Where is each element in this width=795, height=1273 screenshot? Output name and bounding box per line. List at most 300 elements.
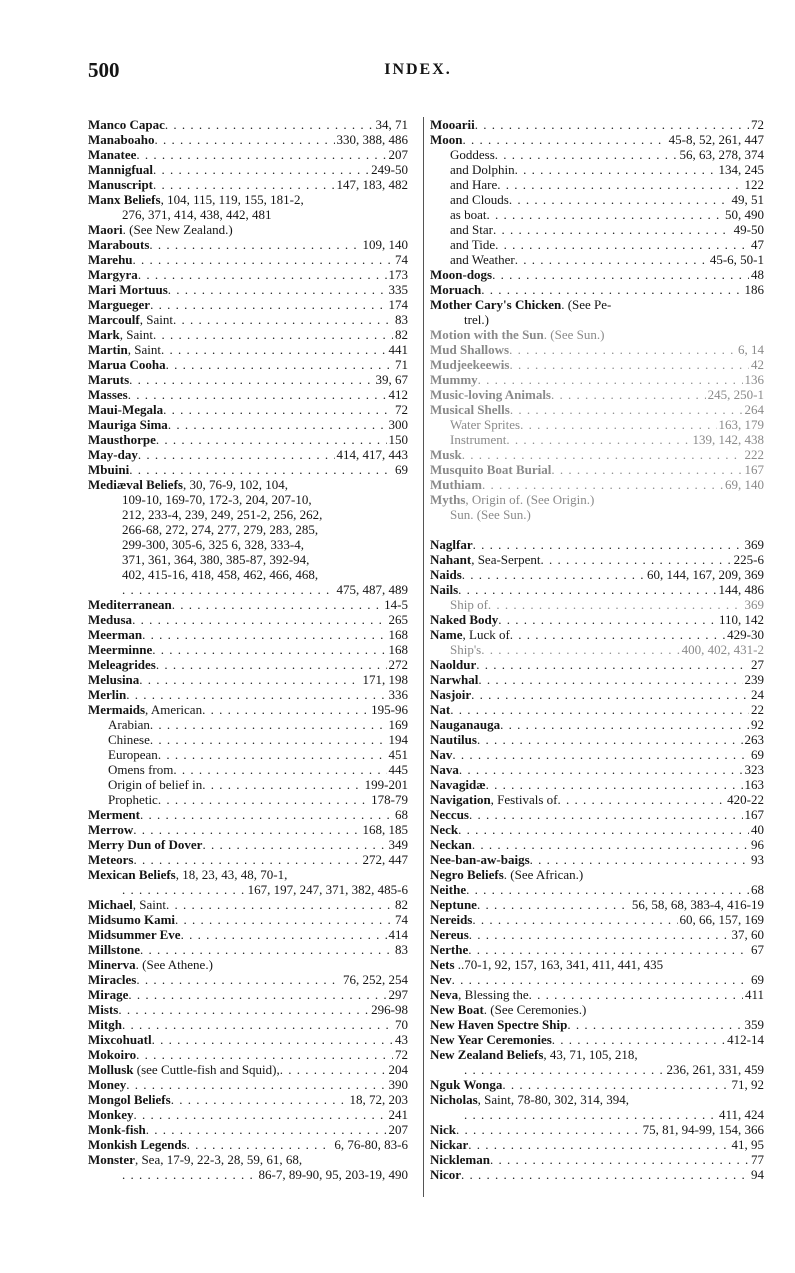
entry-term: May-day bbox=[88, 447, 138, 462]
entry-pages: 400, 402, 431-2 bbox=[681, 642, 764, 657]
index-entry bbox=[88, 987, 408, 1002]
index-entry bbox=[430, 402, 764, 417]
leader-dots bbox=[464, 1062, 665, 1077]
leader-dots bbox=[171, 1092, 348, 1107]
entry-term: Minerva. (See Athene.) bbox=[88, 957, 213, 972]
index-entry bbox=[88, 942, 408, 957]
index-entry bbox=[430, 387, 764, 402]
leader-dots bbox=[134, 1107, 387, 1122]
leader-dots bbox=[473, 537, 743, 552]
index-entry bbox=[88, 702, 408, 717]
index-entry bbox=[88, 552, 408, 567]
entry-term: Money bbox=[88, 1077, 127, 1092]
entry-term: Nerthe bbox=[430, 942, 469, 957]
leader-dots bbox=[166, 897, 393, 912]
entry-pages: 109, 140 bbox=[362, 237, 408, 252]
leader-dots bbox=[567, 1017, 742, 1032]
entry-pages: 94 bbox=[751, 1167, 764, 1182]
index-entry bbox=[430, 1152, 764, 1167]
entry-pages: 147, 183, 482 bbox=[336, 177, 408, 192]
index-entry bbox=[430, 702, 764, 717]
entry-term: Martin, Saint bbox=[88, 342, 161, 357]
entry-pages: 68 bbox=[395, 807, 408, 822]
index-entry bbox=[88, 207, 408, 222]
index-entry bbox=[88, 867, 408, 882]
entry-term: Merlin bbox=[88, 687, 127, 702]
entry-term: Margueger bbox=[88, 297, 151, 312]
leader-dots bbox=[469, 927, 730, 942]
index-entry bbox=[430, 327, 764, 342]
entry-term: Mari Mortuus bbox=[88, 282, 168, 297]
entry-pages: 6, 14 bbox=[738, 342, 764, 357]
index-entry bbox=[88, 567, 408, 582]
entry-term: Mummy bbox=[430, 372, 478, 387]
leader-dots bbox=[509, 357, 749, 372]
index-entry bbox=[88, 492, 408, 507]
entry-pages: 22 bbox=[751, 702, 764, 717]
entry-pages: 349 bbox=[388, 837, 408, 852]
index-entry bbox=[430, 537, 764, 552]
entry-term: Neckan bbox=[430, 837, 472, 852]
index-entry bbox=[88, 687, 408, 702]
leader-dots bbox=[458, 582, 716, 597]
index-entry bbox=[430, 897, 764, 912]
index-entry bbox=[430, 807, 764, 822]
entry-pages: 336 bbox=[388, 687, 408, 702]
index-entry bbox=[430, 942, 764, 957]
index-entry bbox=[430, 687, 764, 702]
entry-pages: 249-50 bbox=[371, 162, 408, 177]
entry-term: Mermaids, American bbox=[88, 702, 203, 717]
leader-dots bbox=[462, 567, 645, 582]
entry-term: Nets ..70-1, 92, 157, 163, 341, 411, 441, 435 bbox=[430, 957, 664, 972]
entry-term: Nee-ban-aw-baigs bbox=[430, 852, 530, 867]
index-entry bbox=[430, 147, 764, 162]
entry-pages: 39, 67 bbox=[375, 372, 408, 387]
entry-term: Neck bbox=[430, 822, 459, 837]
leader-dots bbox=[498, 612, 717, 627]
index-entry bbox=[430, 1032, 764, 1047]
index-entry bbox=[88, 1017, 408, 1032]
index-entry bbox=[88, 177, 408, 192]
leader-dots bbox=[492, 267, 749, 282]
leader-dots bbox=[158, 747, 387, 762]
entry-term: 402, 415-16, 418, 458, 462, 466, 468, bbox=[122, 567, 319, 582]
leader-dots bbox=[172, 597, 382, 612]
entry-pages: 272 bbox=[388, 657, 408, 672]
index-entry bbox=[88, 792, 408, 807]
index-entry bbox=[430, 447, 764, 462]
leader-dots bbox=[165, 117, 374, 132]
leader-dots bbox=[154, 132, 334, 147]
entry-term: 276, 371, 414, 438, 442, 481 bbox=[122, 207, 272, 222]
entry-term: Monkey bbox=[88, 1107, 134, 1122]
index-entry bbox=[430, 732, 764, 747]
leader-dots bbox=[166, 357, 393, 372]
leader-dots bbox=[136, 972, 341, 987]
entry-pages: 56, 58, 68, 383-4, 416-19 bbox=[631, 897, 764, 912]
entry-term: Mists bbox=[88, 1002, 119, 1017]
leader-dots bbox=[529, 987, 743, 1002]
index-entry bbox=[430, 837, 764, 852]
index-entry bbox=[88, 732, 408, 747]
entry-pages: 167 bbox=[744, 807, 764, 822]
index-entry bbox=[88, 822, 408, 837]
entry-pages: 71 bbox=[395, 357, 408, 372]
leader-dots bbox=[472, 837, 749, 852]
entry-pages: 18, 72, 203 bbox=[349, 1092, 408, 1107]
leader-dots bbox=[464, 1107, 717, 1122]
entry-pages: 441 bbox=[388, 342, 408, 357]
index-entry bbox=[430, 267, 764, 282]
leader-dots bbox=[515, 162, 717, 177]
entry-pages: 72 bbox=[751, 117, 764, 132]
leader-dots bbox=[490, 1152, 749, 1167]
index-entry bbox=[430, 627, 764, 642]
entry-pages: 241 bbox=[388, 1107, 408, 1122]
entry-term: New Haven Spectre Ship bbox=[430, 1017, 568, 1032]
index-entry bbox=[430, 1122, 764, 1137]
leader-dots bbox=[168, 417, 387, 432]
entry-pages: 96 bbox=[751, 837, 764, 852]
index-entry bbox=[88, 1062, 408, 1077]
index-entry bbox=[88, 1047, 408, 1062]
leader-dots bbox=[138, 447, 335, 462]
entry-term: Mirage bbox=[88, 987, 129, 1002]
entry-pages: 199-201 bbox=[364, 777, 408, 792]
index-entry bbox=[430, 717, 764, 732]
index-entry bbox=[430, 432, 764, 447]
leader-dots bbox=[156, 432, 387, 447]
entry-term: 266-68, 272, 274, 277, 279, 283, 285, bbox=[122, 522, 319, 537]
entry-pages: 239 bbox=[744, 672, 764, 687]
index-entry bbox=[88, 642, 408, 657]
entry-pages: 207 bbox=[388, 147, 408, 162]
leader-dots bbox=[136, 147, 386, 162]
index-entry bbox=[88, 477, 408, 492]
index-entry bbox=[430, 1002, 764, 1017]
index-entry bbox=[430, 792, 764, 807]
index-entry bbox=[430, 477, 764, 492]
index-entry bbox=[430, 162, 764, 177]
entry-pages: 75, 81, 94-99, 154, 366 bbox=[642, 1122, 764, 1137]
entry-term: Nails bbox=[430, 582, 459, 597]
index-entry bbox=[430, 777, 764, 792]
leader-dots bbox=[551, 387, 706, 402]
entry-pages: 300 bbox=[388, 417, 408, 432]
index-entry bbox=[430, 192, 764, 207]
entry-term: Motion with the Sun. (See Sun.) bbox=[430, 327, 605, 342]
entry-term: Melusina bbox=[88, 672, 140, 687]
entry-pages: 69 bbox=[395, 462, 408, 477]
entry-term: Merment bbox=[88, 807, 140, 822]
leader-dots bbox=[481, 282, 742, 297]
entry-pages: 411 bbox=[744, 987, 764, 1002]
entry-pages: 150 bbox=[388, 432, 408, 447]
entry-term: and Weather bbox=[450, 252, 515, 267]
entry-term: Nereus bbox=[430, 927, 469, 942]
entry-term: Nick bbox=[430, 1122, 456, 1137]
leader-dots bbox=[452, 972, 749, 987]
entry-term: Meteors bbox=[88, 852, 134, 867]
index-entry bbox=[88, 237, 408, 252]
index-entry bbox=[430, 1062, 764, 1077]
index-entry bbox=[430, 1017, 764, 1032]
leader-dots bbox=[153, 327, 393, 342]
index-entry bbox=[430, 642, 764, 657]
entry-pages: 74 bbox=[395, 252, 408, 267]
leader-dots bbox=[557, 792, 725, 807]
index-entry bbox=[88, 957, 408, 972]
entry-pages: 420-22 bbox=[727, 792, 764, 807]
index-entry bbox=[430, 282, 764, 297]
index-entry bbox=[88, 267, 408, 282]
leader-dots bbox=[168, 282, 387, 297]
index-entry bbox=[88, 927, 408, 942]
leader-dots bbox=[136, 1047, 393, 1062]
index-entry bbox=[430, 762, 764, 777]
leader-dots bbox=[128, 387, 387, 402]
entry-pages: 330, 388, 486 bbox=[336, 132, 408, 147]
entry-term: Musquito Boat Burial bbox=[430, 462, 552, 477]
leader-dots bbox=[509, 192, 730, 207]
leader-dots bbox=[129, 372, 373, 387]
leader-dots bbox=[146, 1122, 387, 1137]
index-entry bbox=[430, 222, 764, 237]
entry-term: as boat bbox=[450, 207, 487, 222]
leader-dots bbox=[152, 642, 386, 657]
index-entry bbox=[88, 432, 408, 447]
entry-term: 299-300, 305-6, 325 6, 328, 333-4, bbox=[122, 537, 304, 552]
index-entry bbox=[88, 297, 408, 312]
entry-term: Monster, Sea, 17-9, 22-3, 28, 59, 61, 68, bbox=[88, 1152, 303, 1167]
entry-pages: 139, 142, 438 bbox=[692, 432, 764, 447]
leader-dots bbox=[122, 882, 246, 897]
entry-term: Musk bbox=[430, 447, 462, 462]
entry-term: Nautilus bbox=[430, 732, 477, 747]
entry-term: Marcoulf, Saint bbox=[88, 312, 173, 327]
entry-pages: 195-96 bbox=[371, 702, 408, 717]
index-entry bbox=[430, 1047, 764, 1062]
leader-dots bbox=[509, 342, 736, 357]
index-entry bbox=[88, 387, 408, 402]
entry-pages: 82 bbox=[395, 897, 408, 912]
index-entry bbox=[430, 927, 764, 942]
page-number: 500 bbox=[88, 58, 120, 82]
leader-dots bbox=[552, 1032, 725, 1047]
entry-pages: 222 bbox=[744, 447, 764, 462]
index-entry bbox=[88, 147, 408, 162]
entry-pages: 60, 144, 167, 209, 369 bbox=[647, 567, 764, 582]
entry-term: Name, Luck of bbox=[430, 627, 510, 642]
leader-dots bbox=[506, 432, 690, 447]
index-entry bbox=[88, 402, 408, 417]
index-entry bbox=[88, 447, 408, 462]
entry-pages: 40 bbox=[751, 822, 764, 837]
entry-pages: 167, 197, 247, 371, 382, 485-6 bbox=[247, 882, 408, 897]
index-entry bbox=[430, 132, 764, 147]
entry-term: Sun. (See Sun.) bbox=[450, 507, 531, 522]
index-entry bbox=[88, 537, 408, 552]
entry-pages: 74 bbox=[395, 912, 408, 927]
leader-dots bbox=[472, 912, 677, 927]
entry-term: Manx Beliefs, 104, 115, 119, 155, 181-2, bbox=[88, 192, 304, 207]
entry-pages: 167 bbox=[744, 462, 764, 477]
entry-pages: 411, 424 bbox=[718, 1107, 764, 1122]
entry-term: Narwhal bbox=[430, 672, 479, 687]
index-entry bbox=[430, 312, 764, 327]
entry-pages: 414, 417, 443 bbox=[336, 447, 408, 462]
entry-pages: 45-6, 50-1 bbox=[709, 252, 764, 267]
entry-pages: 67 bbox=[751, 942, 764, 957]
leader-dots bbox=[126, 1077, 386, 1092]
entry-term: Marehu bbox=[88, 252, 133, 267]
entry-pages: 77 bbox=[751, 1152, 764, 1167]
entry-term: Meerman bbox=[88, 627, 143, 642]
entry-term: Marua Cooha bbox=[88, 357, 166, 372]
entry-term: Origin of belief in bbox=[108, 777, 203, 792]
entry-term: Maori. (See New Zealand.) bbox=[88, 222, 233, 237]
entry-term: Mark, Saint bbox=[88, 327, 154, 342]
entry-term: Marabouts bbox=[88, 237, 150, 252]
index-entry bbox=[430, 357, 764, 372]
index-entry bbox=[88, 507, 408, 522]
entry-pages: 93 bbox=[751, 852, 764, 867]
entry-term: Manaboaho bbox=[88, 132, 155, 147]
leader-dots bbox=[122, 1167, 257, 1182]
entry-pages: 41, 95 bbox=[731, 1137, 764, 1152]
column-divider bbox=[423, 117, 424, 1197]
entry-term: Nicor bbox=[430, 1167, 462, 1182]
leader-dots bbox=[140, 942, 393, 957]
entry-pages: 37, 60 bbox=[731, 927, 764, 942]
index-entry bbox=[430, 672, 764, 687]
leader-dots bbox=[161, 342, 387, 357]
leader-dots bbox=[452, 747, 749, 762]
entry-term: 212, 233-4, 239, 249, 251-2, 256, 262, bbox=[122, 507, 323, 522]
index-entry bbox=[430, 117, 764, 132]
entry-pages: 60, 66, 157, 169 bbox=[679, 912, 764, 927]
entry-term: Neccus bbox=[430, 807, 469, 822]
leader-dots bbox=[469, 807, 743, 822]
leader-dots bbox=[149, 237, 360, 252]
index-entry bbox=[430, 417, 764, 432]
index-column-right bbox=[430, 117, 764, 1182]
entry-term: Monk-fish bbox=[88, 1122, 146, 1137]
entry-term: Nat bbox=[430, 702, 451, 717]
leader-dots bbox=[495, 237, 749, 252]
leader-dots bbox=[153, 177, 335, 192]
entry-pages: 225-6 bbox=[733, 552, 764, 567]
entry-term: Nauganauga bbox=[430, 717, 501, 732]
leader-dots bbox=[156, 657, 387, 672]
leader-dots bbox=[181, 927, 387, 942]
index-entry bbox=[88, 717, 408, 732]
leader-dots bbox=[458, 822, 749, 837]
entry-pages: 69, 140 bbox=[725, 477, 764, 492]
leader-dots bbox=[450, 702, 749, 717]
entry-term: Nickar bbox=[430, 1137, 469, 1152]
leader-dots bbox=[150, 717, 387, 732]
index-entry bbox=[430, 342, 764, 357]
entry-term: Nev bbox=[430, 972, 452, 987]
entry-pages: 414 bbox=[388, 927, 408, 942]
index-entry bbox=[88, 1032, 408, 1047]
entry-term: Merry Dun of Dover bbox=[88, 837, 203, 852]
index-entry bbox=[88, 597, 408, 612]
leader-dots bbox=[126, 687, 386, 702]
leader-dots bbox=[515, 252, 708, 267]
leader-dots bbox=[502, 1077, 729, 1092]
entry-term: Maui-Megala bbox=[88, 402, 164, 417]
index-entry bbox=[430, 1107, 764, 1122]
entry-term: Mooarii bbox=[430, 117, 475, 132]
index-entry bbox=[88, 357, 408, 372]
leader-dots bbox=[468, 942, 749, 957]
index-entry bbox=[430, 912, 764, 927]
entry-pages: 412-14 bbox=[727, 1032, 764, 1047]
index-entry bbox=[88, 852, 408, 867]
entry-pages: 168 bbox=[388, 627, 408, 642]
leader-dots bbox=[202, 777, 362, 792]
entry-term: Naids bbox=[430, 567, 462, 582]
entry-term: Ship's bbox=[450, 642, 482, 657]
entry-term: Nereids bbox=[430, 912, 473, 927]
index-entry bbox=[430, 852, 764, 867]
leader-dots bbox=[468, 1137, 729, 1152]
leader-dots bbox=[463, 132, 667, 147]
entry-term: and Tide bbox=[450, 237, 496, 252]
index-entry bbox=[430, 747, 764, 762]
index-entry bbox=[88, 672, 408, 687]
entry-term: Navagidæ bbox=[430, 777, 486, 792]
leader-dots bbox=[118, 1002, 369, 1017]
entry-pages: 110, 142 bbox=[718, 612, 764, 627]
leader-dots bbox=[456, 1122, 641, 1137]
entry-term: Mediterranean bbox=[88, 597, 172, 612]
index-entry bbox=[430, 177, 764, 192]
index-entry bbox=[88, 132, 408, 147]
entry-pages: 297 bbox=[388, 987, 408, 1002]
leader-dots bbox=[202, 702, 369, 717]
entry-term: European bbox=[108, 747, 158, 762]
entry-term: Muthiam bbox=[430, 477, 482, 492]
index-entry bbox=[88, 1077, 408, 1092]
leader-dots bbox=[142, 627, 386, 642]
leader-dots bbox=[175, 912, 393, 927]
leader-dots bbox=[541, 552, 732, 567]
entry-term: 371, 361, 364, 380, 385-87, 392-94, bbox=[122, 552, 310, 567]
entry-pages: 168 bbox=[388, 642, 408, 657]
entry-term: Millstone bbox=[88, 942, 140, 957]
index-entry bbox=[430, 1137, 764, 1152]
entry-term: Medusa bbox=[88, 612, 133, 627]
index-entry bbox=[88, 1107, 408, 1122]
entry-term: Mother Cary's Chicken. (See Pe- bbox=[430, 297, 612, 312]
entry-pages: 265 bbox=[388, 612, 408, 627]
entry-pages: 245, 250-1 bbox=[707, 387, 764, 402]
entry-pages: 34, 71 bbox=[375, 117, 408, 132]
entry-term: Music-loving Animals bbox=[430, 387, 551, 402]
entry-pages: 390 bbox=[388, 1077, 408, 1092]
entry-pages: 83 bbox=[395, 942, 408, 957]
entry-term: and Star bbox=[450, 222, 493, 237]
entry-term: Midsummer Eve bbox=[88, 927, 181, 942]
leader-dots bbox=[140, 807, 393, 822]
entry-term: Ship of bbox=[450, 597, 488, 612]
entry-term: Musical Shells bbox=[430, 402, 510, 417]
leader-dots bbox=[478, 372, 743, 387]
